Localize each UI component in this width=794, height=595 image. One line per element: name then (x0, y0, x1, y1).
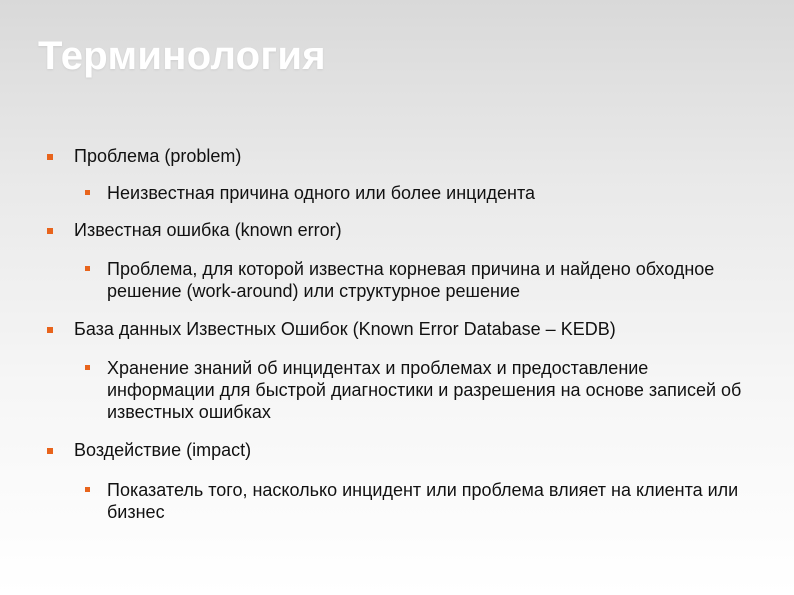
bullet-item-known-error (74, 219, 754, 241)
bullet-icon (47, 448, 53, 454)
bullet-text: Воздействие (impact) (74, 440, 252, 460)
bullet-item-impact (74, 439, 754, 461)
bullet-text: Проблема (problem) (74, 146, 242, 166)
bullet-text: Известная ошибка (known error) (74, 220, 342, 240)
bullet-icon (47, 327, 53, 333)
slide-title: Терминология (38, 34, 326, 78)
sub-item-text: Хранение знаний об инцидентах и проблемах и предоставление информации для быстрой диагностики и разрешения на основе записей об известных ошибках (107, 358, 742, 422)
sub-item-kedb-definition (107, 357, 757, 423)
bullet-icon (85, 266, 90, 271)
bullet-text: База данных Известных Ошибок (Known Error Database – KEDB) (74, 319, 616, 339)
bullet-item-kedb (74, 318, 754, 340)
bullet-icon (85, 487, 90, 492)
sub-item-text: Проблема, для которой известна корневая причина и найдено обходное решение (work-around) или структурное решение (107, 259, 715, 301)
sub-item-text: Неизвестная причина одного или более инцидента (107, 183, 536, 203)
bullet-icon (47, 228, 53, 234)
bullet-item-problem (74, 145, 754, 167)
sub-item-known-error-definition (107, 258, 757, 302)
sub-item-problem-definition (107, 182, 757, 204)
bullet-icon (85, 190, 90, 195)
bullet-icon (85, 365, 90, 370)
sub-item-impact-definition (107, 479, 757, 523)
bullet-icon (47, 154, 53, 160)
sub-item-text: Показатель того, насколько инцидент или проблема влияет на клиента или бизнес (107, 480, 739, 522)
